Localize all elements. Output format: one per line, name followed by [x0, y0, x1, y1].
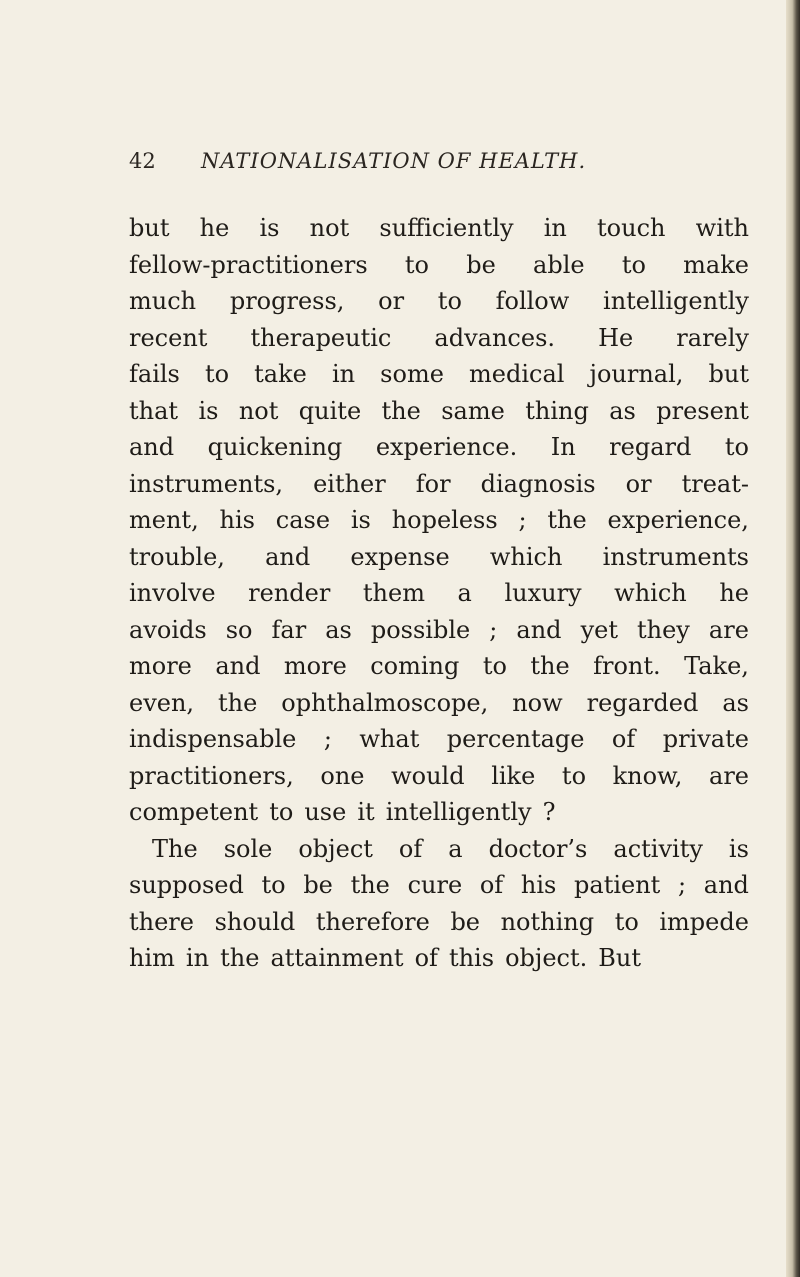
word: would: [391, 761, 465, 790]
text-line: [129, 320, 749, 357]
text-line: [129, 758, 749, 795]
word: his: [219, 506, 255, 534]
word: to: [204, 360, 230, 388]
word: luxury: [504, 579, 582, 607]
word: know,: [612, 761, 683, 790]
word: to: [437, 287, 462, 315]
word: and: [703, 871, 749, 899]
word: and: [265, 542, 311, 571]
word: is: [259, 214, 280, 242]
word: much: [129, 287, 197, 315]
word: case: [275, 506, 331, 534]
word: more: [283, 652, 347, 680]
word: ;: [489, 615, 498, 644]
word: quite: [298, 396, 362, 425]
word: as: [325, 615, 352, 644]
word: of: [414, 944, 438, 972]
word: he: [199, 214, 230, 242]
word: supposed: [129, 871, 244, 899]
word: of: [611, 725, 636, 753]
word: therefore: [315, 907, 430, 936]
word: nothing: [500, 907, 595, 936]
text-line: [129, 831, 749, 868]
word: ophthalmoscope,: [281, 688, 489, 717]
word: experience,: [607, 506, 749, 534]
word: more: [129, 652, 192, 680]
word: to: [621, 250, 646, 279]
word: his: [520, 871, 557, 899]
word: trouble,: [129, 542, 225, 571]
word: are: [709, 761, 749, 790]
text-line: [129, 502, 749, 539]
word: one: [320, 761, 365, 790]
word: impede: [659, 907, 749, 936]
word: and: [516, 615, 562, 644]
word: the: [530, 652, 570, 680]
word: make: [683, 250, 749, 279]
text-line: [129, 429, 749, 466]
word: the: [218, 688, 258, 717]
text-line: [129, 539, 749, 576]
word: the: [350, 871, 390, 899]
word: like: [491, 761, 536, 790]
word: not: [309, 214, 350, 242]
word: as: [609, 396, 636, 425]
word: and: [129, 433, 175, 461]
word: cure: [407, 871, 463, 899]
word: are: [708, 615, 749, 644]
word: avoids: [129, 615, 207, 644]
word: rarely: [676, 323, 749, 352]
word: experience.: [375, 433, 518, 461]
word: doctor’s: [488, 834, 588, 863]
word: of: [398, 834, 423, 863]
word: to: [269, 798, 294, 826]
text-line: [129, 247, 749, 284]
word: regarded: [586, 688, 699, 717]
word: but: [129, 214, 170, 242]
word: fails: [129, 360, 180, 388]
word: object.: [505, 944, 588, 972]
word: there: [129, 907, 194, 936]
word: the: [220, 944, 260, 972]
word: should: [214, 907, 296, 936]
word: attainment: [270, 944, 404, 972]
word: in: [185, 944, 210, 972]
word: The: [152, 834, 198, 863]
word: or: [625, 469, 652, 498]
word: intelligently: [385, 798, 532, 826]
page-header: [129, 149, 749, 179]
word: render: [248, 579, 331, 607]
text-line: [129, 575, 749, 612]
word: object: [298, 834, 373, 863]
word: he: [719, 579, 749, 607]
text-line: [129, 721, 749, 758]
word: that: [129, 396, 179, 425]
word: not: [238, 396, 279, 425]
text-line: [129, 867, 749, 904]
word: to: [404, 250, 429, 279]
word: private: [662, 725, 749, 753]
word: they: [637, 615, 690, 644]
word: involve: [129, 579, 216, 607]
word: indispensable: [129, 725, 297, 753]
word: is: [198, 396, 219, 425]
word: Take,: [684, 652, 749, 680]
word: activity: [613, 834, 703, 863]
word: so: [225, 615, 253, 644]
word: In: [550, 433, 576, 461]
word: instruments: [602, 542, 749, 571]
word: to: [261, 871, 286, 899]
word: advances.: [434, 323, 556, 352]
word: sole: [223, 834, 273, 863]
word: it: [357, 798, 375, 826]
word: use: [304, 798, 347, 826]
page-edge-shadow: [786, 0, 800, 1277]
word: to: [724, 433, 749, 461]
word: him: [129, 944, 175, 972]
word: intelligently: [603, 287, 749, 315]
word: the: [547, 506, 587, 534]
word: front.: [593, 652, 661, 680]
word: which: [614, 579, 687, 607]
word: of: [479, 871, 504, 899]
word: diagnosis: [480, 469, 596, 498]
word: But: [598, 944, 642, 972]
word: what: [359, 725, 420, 753]
word: some: [380, 360, 444, 388]
word: practitioners,: [129, 761, 294, 790]
word: medical: [469, 360, 565, 388]
word: but: [708, 360, 749, 388]
text-line: [129, 612, 749, 649]
word: ;: [678, 871, 687, 899]
word: quickening: [207, 433, 343, 461]
word: journal,: [589, 360, 684, 388]
word: with: [695, 214, 749, 242]
word: be: [450, 907, 481, 936]
text-line: [129, 904, 749, 941]
word: ment,: [129, 506, 199, 534]
text-line: [129, 393, 749, 430]
word: expense: [350, 542, 450, 571]
word: is: [728, 834, 749, 863]
word: patient: [574, 871, 661, 899]
word: be: [466, 250, 496, 279]
word: follow: [495, 287, 570, 315]
word: progress,: [229, 287, 345, 315]
word: yet: [580, 615, 618, 644]
word: possible: [370, 615, 471, 644]
word: competent: [129, 798, 259, 826]
word: either: [313, 469, 386, 498]
text-line: [129, 940, 749, 977]
word: which: [489, 542, 563, 571]
word: treat-: [681, 469, 749, 498]
text-line: [129, 283, 749, 320]
running-title: NATIONALISATION OF HEALTH.: [201, 149, 587, 173]
word: be: [303, 871, 333, 899]
word: present: [656, 396, 749, 425]
text-line: [129, 648, 749, 685]
word: instruments,: [129, 469, 284, 498]
word: recent: [129, 323, 208, 352]
page-number: 42: [129, 149, 156, 173]
word: touch: [597, 214, 666, 242]
word: or: [378, 287, 405, 315]
word: a: [457, 579, 472, 607]
text-line: [129, 356, 749, 393]
word: therapeutic: [250, 323, 392, 352]
word: even,: [129, 688, 195, 717]
word: same: [441, 396, 505, 425]
word: and: [215, 652, 261, 680]
word: able: [533, 250, 585, 279]
word: as: [722, 688, 749, 717]
word: now: [512, 688, 563, 717]
word: for: [415, 469, 451, 498]
word: to: [482, 652, 507, 680]
word: coming: [370, 652, 460, 680]
word: regard: [609, 433, 692, 461]
word: ;: [518, 506, 527, 534]
word: in: [331, 360, 356, 388]
word: the: [381, 396, 421, 425]
word: thing: [525, 396, 589, 425]
word: hopeless: [391, 506, 498, 534]
text-line: [129, 210, 749, 247]
word: ;: [323, 725, 332, 753]
text-line: [129, 466, 749, 503]
word: He: [598, 323, 634, 352]
body-text: [129, 210, 749, 977]
word: far: [271, 615, 307, 644]
word: them: [362, 579, 425, 607]
word: a: [448, 834, 463, 863]
text-line: [129, 794, 749, 831]
word: sufficiently: [379, 214, 514, 242]
word: fellow-practitioners: [129, 250, 368, 279]
word: is: [350, 506, 371, 534]
word: to: [614, 907, 639, 936]
word: ?: [542, 798, 556, 826]
text-line: [129, 685, 749, 722]
word: to: [561, 761, 587, 790]
word: in: [543, 214, 567, 242]
word: take: [254, 360, 307, 388]
word: this: [448, 944, 495, 972]
word: percentage: [446, 725, 585, 753]
